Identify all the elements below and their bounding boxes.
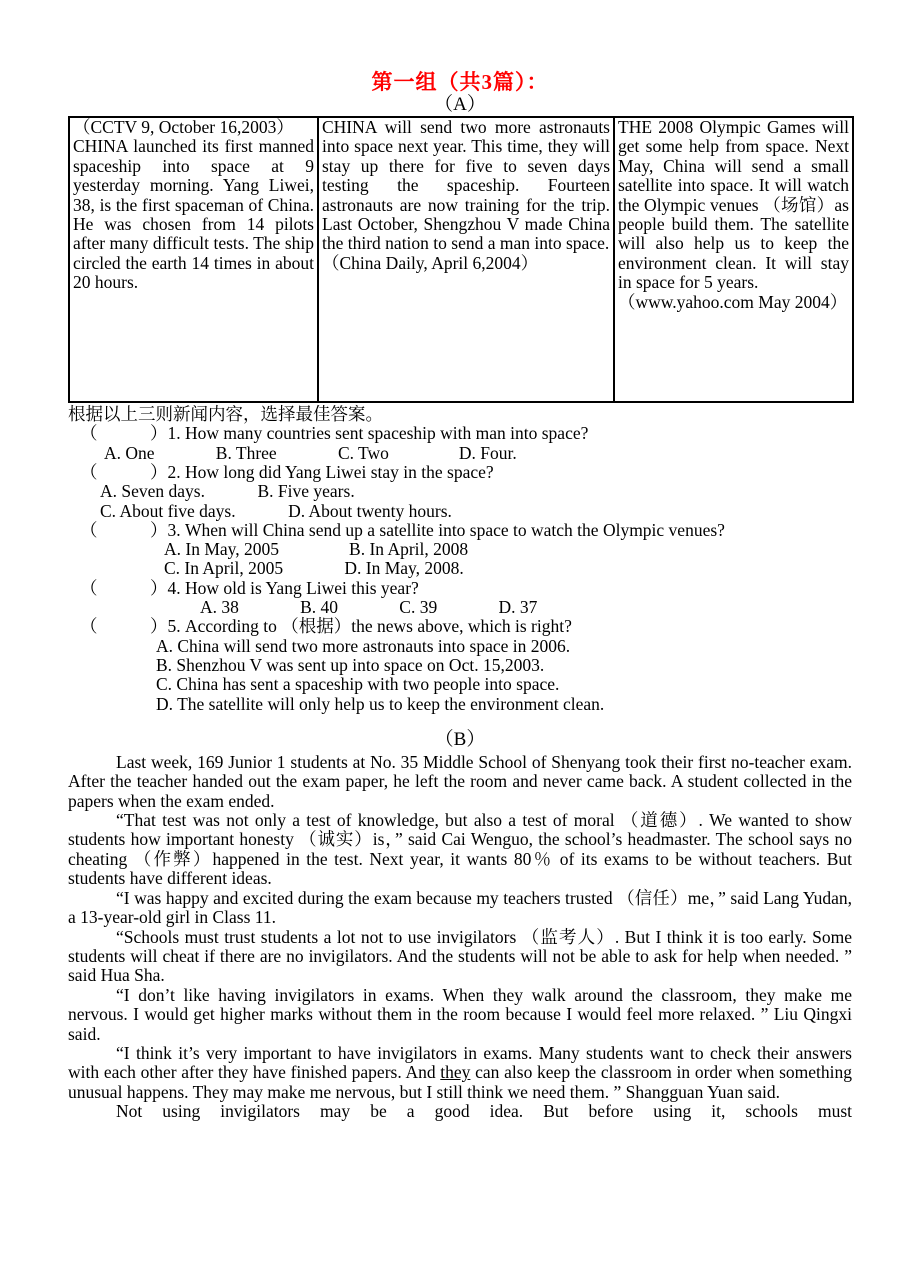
passage-paragraph-5: “I don’t like having invigilators in exams. When they walk around the classroom, they make me nervous. I would get higher marks without them in the room because I would feel more relaxed. ” Liu Qingxi said. bbox=[68, 984, 852, 1044]
paragraph-6-text-pre: “I think it’s very important to have invigilators in exams. Many students want to check their answers with each other after they have finished papers. And bbox=[68, 1042, 852, 1083]
question-5-stem: （ ）5. According to （根据）the news above, which is right? bbox=[80, 616, 572, 637]
part-a-heading: （A） bbox=[434, 94, 486, 115]
passage-paragraph-3: “I was happy and excited during the exam because my teachers trusted （信任）me，” said Lang Yudan, a 13-year-old girl in Class 11. bbox=[68, 887, 852, 928]
question-3-stem: （ ）3. When will China send up a satellite into space to watch the Olympic venues? bbox=[80, 519, 725, 540]
news-article-china-daily bbox=[318, 117, 614, 402]
question-3-options-ab: A. In May, 2005 B. In April, 2008 bbox=[164, 539, 469, 560]
question-list bbox=[68, 424, 852, 713]
article-1-source: （CCTV 9, October 16,2003） bbox=[73, 117, 294, 137]
instruction-line: 根据以上三则新闻内容，选择最佳答案。 bbox=[68, 404, 383, 424]
article-3-body: THE 2008 Olympic Games will get some help from space. Next May, China will send a small satellite into space. It will watch the Olympic venues （场馆）as people build them. The satellite will also help us to keep the environment clean. It will stay in space for 5 years. bbox=[618, 117, 849, 293]
question-1-stem: （ ）1. How many countries sent spaceship with man into space? bbox=[80, 423, 589, 444]
passage-b bbox=[68, 753, 852, 1122]
question-2-stem: （ ）2. How long did Yang Liwei stay in the space? bbox=[80, 462, 494, 482]
article-3-source: （www.yahoo.com May 2004） bbox=[618, 291, 848, 312]
part-b-heading: （B） bbox=[434, 728, 486, 750]
article-2-body: CHINA will send two more astronauts into space next year. This time, they will stay up there for five to seven days testing the spaceship. Fourteen astronauts are now training for the trip. Last October, Shengzhou V made China the third nation to send a man into space. bbox=[322, 117, 610, 254]
question-2-options-cd: C. About five days. D. About twenty hours. bbox=[100, 500, 452, 521]
group-title: 第一组（共3篇）： bbox=[371, 70, 549, 94]
passage-paragraph-2: “That test was not only a test of knowledge, but also a test of moral （道德）. We wanted to show students how important honesty （诚实）is，” said Cai Wenguo, the school’s headmaster. The school says no cheating （作弊）happened in the test. Next year, it wants 80％ of its exams to be without teachers. But students have different ideas. bbox=[68, 810, 852, 889]
paragraph-6-text-post: can also keep the classroom in order when something unusual happens. They may make me nervous, but I still think we need them. ” Shangguan Yuan said. bbox=[68, 1062, 852, 1102]
news-article-yahoo bbox=[614, 117, 853, 402]
passage-paragraph-6 bbox=[68, 1044, 852, 1102]
question-3-options-cd: C. In April, 2005 D. In May, 2008. bbox=[164, 558, 464, 579]
passage-paragraph-7: Not using invigilators may be a good idea. But before using it, schools must bbox=[116, 1101, 852, 1122]
news-article-cctv bbox=[69, 117, 318, 402]
passage-paragraph-4: “Schools must trust students a lot not to use invigilators （监考人）. But I think it is too early. Some students will cheat if there are no invigilators. And the students will not be able to ask for help when needed. ” said Hua Sha. bbox=[68, 926, 852, 986]
news-table bbox=[68, 116, 854, 403]
article-1-body: CHINA launched its first manned spaceship into space at 9 yesterday morning. Yang Liwei, 38, is the first spaceman of China. He was chosen from 14 pilots after many difficult tests. The ship circled the earth 14 times in about 20 hours. bbox=[73, 136, 314, 293]
question-5-option-b: B. Shenzhou V was sent up into space on Oct. 15,2003. bbox=[156, 654, 545, 675]
passage-paragraph-1: Last week, 169 Junior 1 students at No. 35 Middle School of Shenyang took their first no-teacher exam. After the teacher handed out the exam paper, he left the room and never came back. A student collected in the papers when the exam ended. bbox=[68, 751, 852, 811]
question-1-options: A. One B. Three C. Two D. Four. bbox=[104, 442, 517, 463]
question-5-option-c: C. China has sent a spaceship with two people into space. bbox=[156, 674, 560, 695]
question-5-option-d: D. The satellite will only help us to keep the environment clean. bbox=[156, 693, 605, 714]
paragraph-6-underlined-word: they bbox=[440, 1062, 471, 1083]
news-table-row bbox=[69, 117, 853, 402]
article-2-source: （China Daily, April 6,2004） bbox=[322, 252, 539, 273]
question-4-options: A. 38 B. 40 C. 39 D. 37 bbox=[200, 597, 538, 618]
question-5-option-a: A. China will send two more astronauts into space in 2006. bbox=[156, 635, 571, 656]
question-4-stem: （ ）4. How old is Yang Liwei this year? bbox=[80, 577, 419, 598]
question-2-options-ab: A. Seven days. B. Five years. bbox=[100, 481, 355, 502]
